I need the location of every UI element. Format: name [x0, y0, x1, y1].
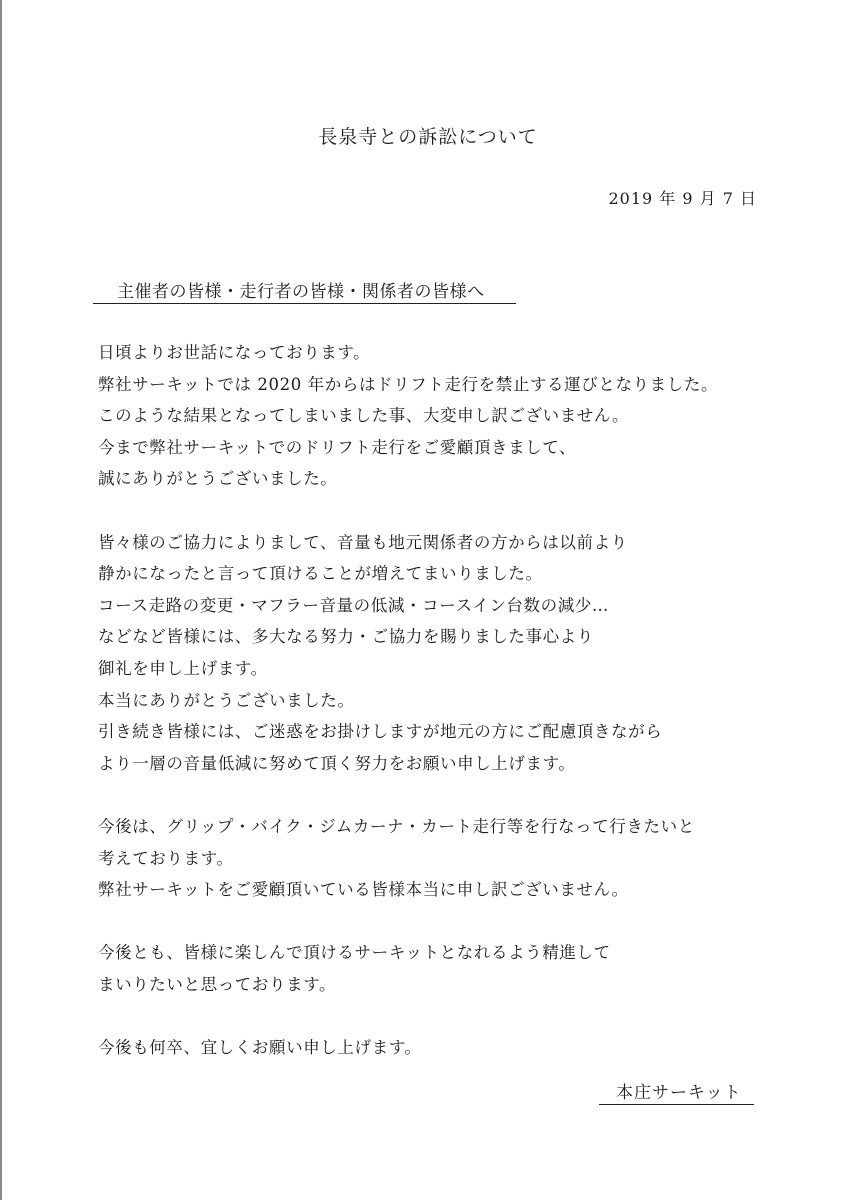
paragraph-greeting [98, 337, 778, 495]
letter-body [98, 337, 778, 1095]
text-line: 今後も何卒、宜しくお願い申し上げます。 [98, 1038, 422, 1058]
text-line: まいりたいと思っております。 [98, 974, 337, 994]
addressee-line: 主催者の皆様・走行者の皆様・関係者の皆様へ [93, 277, 516, 304]
text-line: このような結果となってしまいました事、大変申し訳ございません。 [98, 406, 630, 426]
text-line: 御礼を申し上げます。 [98, 658, 268, 678]
text-line: 本当にありがとうございました。 [98, 690, 355, 710]
text-line: 引き続き皆様には、ご迷惑をお掛けしますが地元の方にご配慮頂きながら [98, 722, 663, 742]
paragraph-commitment [98, 937, 778, 1000]
document-date: 2019 年 9 月 7 日 [608, 189, 757, 208]
text-line: 考えております。 [98, 848, 234, 868]
document-title: 長泉寺との訴訟について [318, 126, 538, 148]
paragraph-future-plans [98, 811, 778, 906]
text-line: 今後とも、皆様に楽しんで頂けるサーキットとなれるよう精進して [98, 943, 611, 963]
text-line: 静かになったと言って頂けることが増えてまいりました。 [98, 564, 543, 584]
text-line: より一層の音量低減に努めて頂く努力をお願い申し上げます。 [98, 753, 576, 773]
text-line: などなど皆様には、多大なる努力・ご協力を賜りました事心より [98, 627, 594, 647]
text-line: 今まで弊社サーキットでのドリフト走行をご愛顧頂きまして、 [98, 437, 577, 457]
text-line: 弊社サーキットでは 2020 年からはドリフト走行を禁止する運びとなりました。 [98, 374, 719, 394]
text-line: 今後は、グリップ・バイク・ジムカーナ・カート走行等を行なって行きたいと [98, 816, 695, 836]
signature-line: 本庄サーキット [599, 1078, 754, 1105]
text-line: 誠にありがとうございました。 [98, 469, 338, 489]
paragraph-closing [98, 1032, 778, 1064]
text-line: 弊社サーキットをご愛顧頂いている皆様本当に申し訳ございません。 [98, 880, 629, 900]
text-line: 日頃よりお世話になっております。 [98, 343, 371, 362]
text-line: コース走路の変更・マフラー音量の低減・コースイン台数の減少… [98, 595, 610, 615]
paragraph-gratitude [98, 527, 778, 780]
text-line: 皆々様のご協力によりまして、音量も地元関係者の方からは以前より [98, 532, 628, 552]
